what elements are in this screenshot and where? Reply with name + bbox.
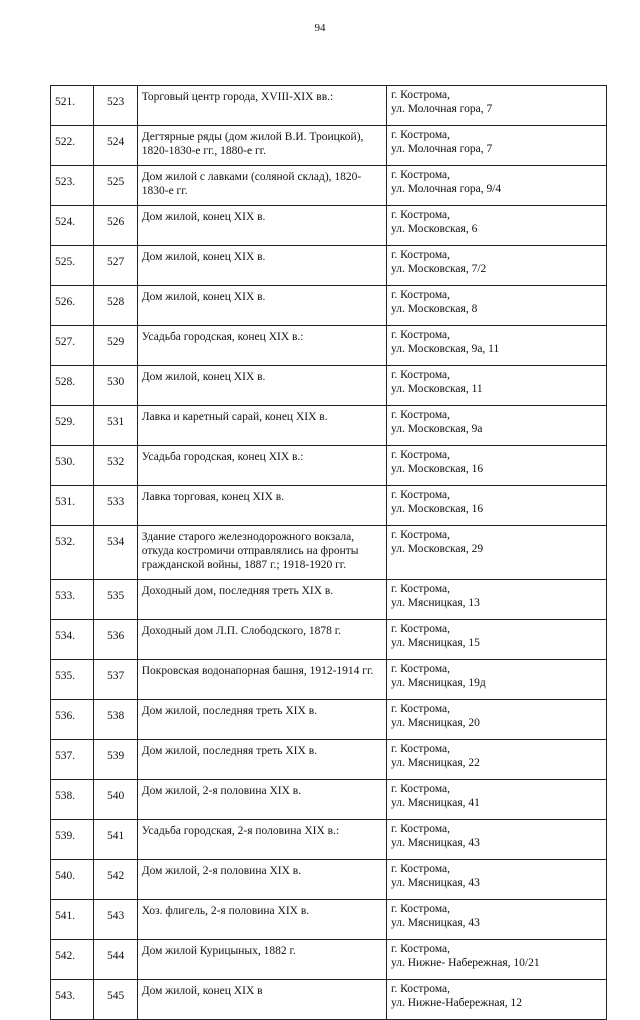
table-row [51,820,607,860]
object-address [386,820,606,860]
table-row [51,860,607,900]
address-street: ул. Московская, 16 [390,463,484,475]
object-id: 541 [94,820,137,860]
object-id: 523 [94,86,137,126]
object-address [386,700,606,740]
table-row [51,700,607,740]
address-street: ул. Мясницкая, 15 [390,637,480,649]
row-number: 536. [51,700,94,740]
address-street: ул. Московская, 11 [390,383,483,395]
table-row [51,580,607,620]
table-row [51,980,607,1020]
object-address [386,366,606,406]
address-city: г. Кострома, [390,903,451,915]
address-city: г. Кострома, [390,983,451,995]
object-name: Покровская водонапорная башня, 1912-1914 гг. [137,660,386,700]
object-name: Дегтярные ряды (дом жилой В.И. Троицкой), 1820-1830-е гг., 1880-е гг. [137,126,386,166]
object-name: Здание старого железнодорожного вокзала, откуда костромичи отправлялись на фронты гражданской войны, 1887 г.; 1918-1920 гг. [137,526,386,580]
object-address [386,740,606,780]
row-number: 537. [51,740,94,780]
address-street: ул. Московская, 7/2 [390,263,487,275]
object-name: Торговый центр города, XVIII-XIX вв.: [137,86,386,126]
table-row [51,126,607,166]
address-street: ул. Молочная гора, 9/4 [390,183,502,195]
table-row [51,486,607,526]
object-id: 529 [94,326,137,366]
object-name: Усадьба городская, 2-я половина XIX в.: [137,820,386,860]
object-id: 539 [94,740,137,780]
object-id: 528 [94,286,137,326]
object-name: Доходный дом, последняя треть XIX в. [137,580,386,620]
object-id: 536 [94,620,137,660]
object-id: 524 [94,126,137,166]
object-name: Дом жилой, конец XIX в. [137,246,386,286]
object-address [386,406,606,446]
object-id: 531 [94,406,137,446]
object-name: Дом жилой, последняя треть XIX в. [137,700,386,740]
object-id: 526 [94,206,137,246]
object-name: Дом жилой, 2-я половина XIX в. [137,860,386,900]
address-street: ул. Московская, 16 [390,503,484,515]
table-row [51,286,607,326]
object-address [386,86,606,126]
row-number: 529. [51,406,94,446]
address-street: ул. Московская, 8 [390,303,478,315]
object-id: 544 [94,940,137,980]
address-city: г. Кострома, [390,129,451,141]
object-name: Дом жилой, конец XIX в. [137,366,386,406]
object-name: Дом жилой с лавками (соляной склад), 1820-1830-е гг. [137,166,386,206]
address-city: г. Кострома, [390,249,451,261]
table-row [51,780,607,820]
object-address [386,780,606,820]
object-name: Дом жилой, последняя треть XIX в. [137,740,386,780]
row-number: 534. [51,620,94,660]
address-street: ул. Мясницкая, 43 [390,917,480,929]
address-street: ул. Мясницкая, 43 [390,877,480,889]
row-number: 522. [51,126,94,166]
address-city: г. Кострома, [390,409,451,421]
row-number: 543. [51,980,94,1020]
address-city: г. Кострома, [390,943,451,955]
table-row [51,366,607,406]
address-street: ул. Мясницкая, 41 [390,797,480,809]
row-number: 523. [51,166,94,206]
object-address [386,326,606,366]
address-city: г. Кострома, [390,209,451,221]
table-row [51,446,607,486]
address-city: г. Кострома, [390,89,451,101]
object-address [386,526,606,580]
address-street: ул. Молочная гора, 7 [390,143,493,155]
object-name: Дом жилой Курицыных, 1882 г. [137,940,386,980]
object-address [386,660,606,700]
object-id: 538 [94,700,137,740]
object-name: Дом жилой, 2-я половина XIX в. [137,780,386,820]
object-name: Усадьба городская, конец XIX в.: [137,446,386,486]
row-number: 541. [51,900,94,940]
row-number: 525. [51,246,94,286]
object-id: 530 [94,366,137,406]
object-id: 540 [94,780,137,820]
object-name: Дом жилой, конец XIX в [137,980,386,1020]
table-body [51,86,607,1020]
row-number: 527. [51,326,94,366]
row-number: 532. [51,526,94,580]
address-street: ул. Мясницкая, 22 [390,757,480,769]
row-number: 531. [51,486,94,526]
object-address [386,620,606,660]
heritage-registry-table [50,85,607,1020]
object-id: 532 [94,446,137,486]
object-address [386,126,606,166]
object-name: Лавка торговая, конец XIX в. [137,486,386,526]
table-row [51,940,607,980]
address-city: г. Кострома, [390,449,451,461]
object-address [386,206,606,246]
object-id: 542 [94,860,137,900]
object-address [386,940,606,980]
address-street: ул. Мясницкая, 20 [390,717,480,729]
table-row [51,206,607,246]
object-name: Лавка и каретный сарай, конец XIX в. [137,406,386,446]
row-number: 542. [51,940,94,980]
object-id: 543 [94,900,137,940]
row-number: 521. [51,86,94,126]
table-row [51,660,607,700]
address-city: г. Кострома, [390,329,451,341]
object-address [386,246,606,286]
address-street: ул. Московская, 9а [390,423,483,435]
object-address [386,486,606,526]
row-number: 539. [51,820,94,860]
address-city: г. Кострома, [390,583,451,595]
address-city: г. Кострома, [390,289,451,301]
row-number: 538. [51,780,94,820]
object-name: Дом жилой, конец XIX в. [137,286,386,326]
object-id: 527 [94,246,137,286]
object-id: 533 [94,486,137,526]
address-city: г. Кострома, [390,663,451,675]
object-name: Доходный дом Л.П. Слободского, 1878 г. [137,620,386,660]
address-street: ул. Мясницкая, 43 [390,837,480,849]
table-row [51,620,607,660]
address-city: г. Кострома, [390,489,451,501]
address-street: ул. Молочная гора, 7 [390,103,493,115]
table-row [51,740,607,780]
object-address [386,900,606,940]
address-street: ул. Нижне-Набережная, 12 [390,997,523,1009]
table-row [51,326,607,366]
object-id: 537 [94,660,137,700]
row-number: 528. [51,366,94,406]
address-city: г. Кострома, [390,169,451,181]
table-row [51,900,607,940]
address-street: ул. Московская, 29 [390,543,484,555]
object-id: 525 [94,166,137,206]
object-address [386,166,606,206]
address-city: г. Кострома, [390,623,451,635]
object-address [386,286,606,326]
address-street: ул. Нижне- Набережная, 10/21 [390,957,540,969]
address-city: г. Кострома, [390,529,451,541]
address-street: ул. Мясницкая, 13 [390,597,480,609]
address-city: г. Кострома, [390,743,451,755]
object-name: Дом жилой, конец XIX в. [137,206,386,246]
row-number: 524. [51,206,94,246]
address-city: г. Кострома, [390,823,451,835]
table-row [51,526,607,580]
row-number: 530. [51,446,94,486]
object-address [386,446,606,486]
object-name: Хоз. флигель, 2-я половина XIX в. [137,900,386,940]
address-city: г. Кострома, [390,783,451,795]
address-city: г. Кострома, [390,369,451,381]
object-address [386,980,606,1020]
address-city: г. Кострома, [390,863,451,875]
object-id: 535 [94,580,137,620]
table-row [51,166,607,206]
object-name: Усадьба городская, конец XIX в.: [137,326,386,366]
address-city: г. Кострома, [390,703,451,715]
address-street: ул. Московская, 6 [390,223,478,235]
table-row [51,86,607,126]
table-row [51,406,607,446]
address-street: ул. Московская, 9а, 11 [390,343,500,355]
row-number: 540. [51,860,94,900]
object-address [386,860,606,900]
table-row [51,246,607,286]
page-number: 94 [314,22,326,34]
address-street: ул. Мясницкая, 19д [390,677,486,689]
row-number: 535. [51,660,94,700]
row-number: 533. [51,580,94,620]
object-address [386,580,606,620]
row-number: 526. [51,286,94,326]
object-id: 534 [94,526,137,580]
object-id: 545 [94,980,137,1020]
